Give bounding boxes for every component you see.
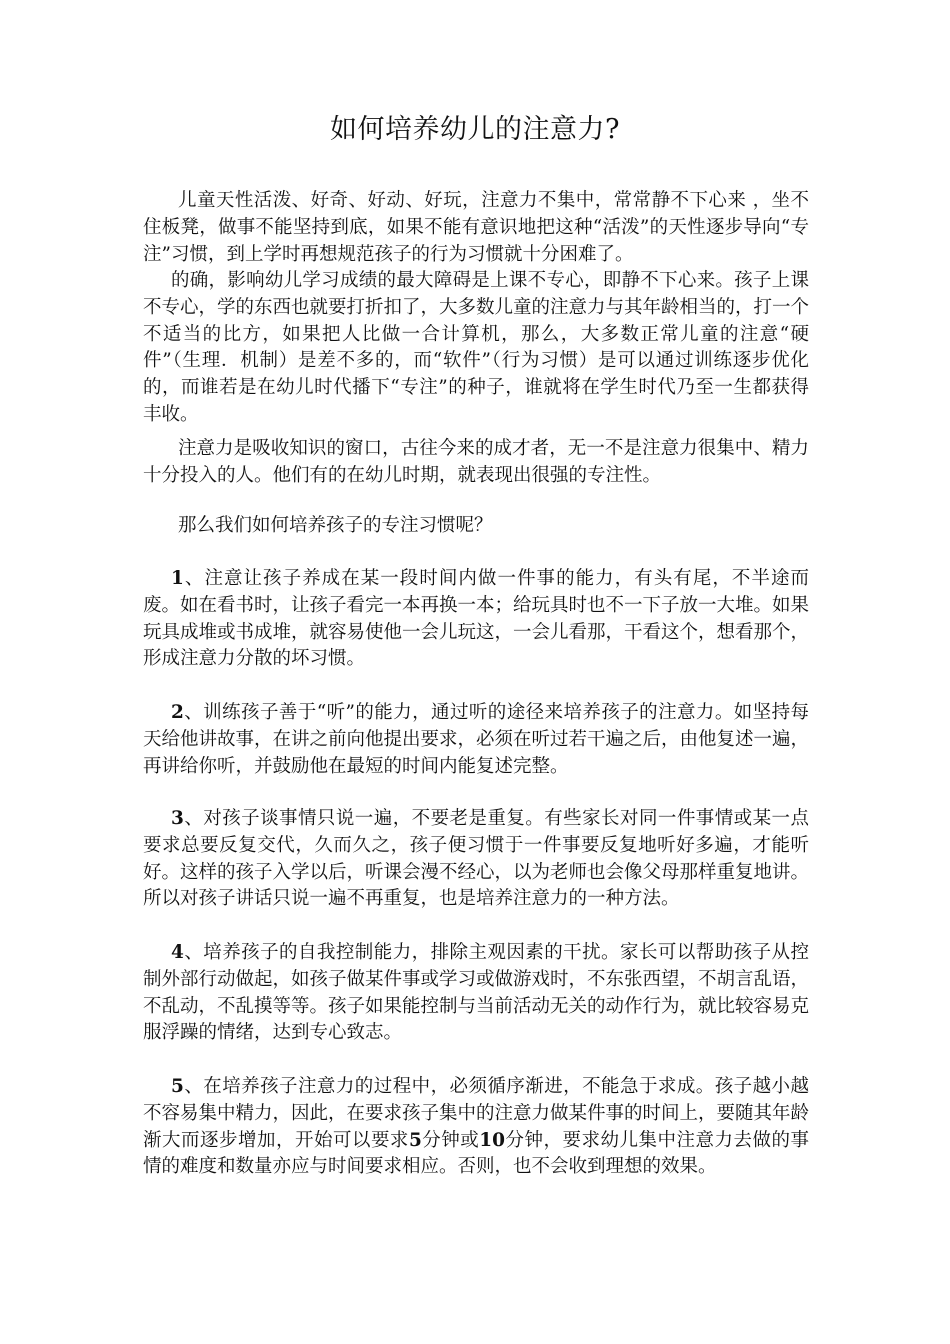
item-text: 分钟或 (421, 1129, 480, 1151)
minutes-value: 10 (479, 1129, 506, 1151)
item-text: 、注意让孩子养成在某一段时间内做一件事的能力，有头有尾，不半途而废。如在看书时，让孩子看完一本再换一本；给玩具时也不一下子放一大堆。如果玩具成堆或书成堆，就容易使他一会儿玩这，一会儿看那，干看这个，想看那个，形成注意力分散的坏习惯。 (143, 568, 810, 670)
item-text: 、培养孩子的自我控制能力，排除主观因素的干扰。家长可以帮助孩子从控制外部行动做起，如孩子做某件事或学习或做游戏时，不东张西望，不胡言乱语，不乱动，不乱摸等等。孩子如果能控制与当前活动无关的动作行为，就比较容易克服浮躁的情绪，达到专心致志。 (143, 942, 810, 1044)
intro-paragraph-2: 的确，影响幼儿学习成绩的最大障碍是上课不专心，即静不下心来。孩子上课不专心，学的东西也就要打折扣了，大多数儿童的注意力与其年龄相当的，打一个不适当的比方，如果把人比做一合计算机，那么，大多数正常儿童的注意“硬件”（生理．机制）是差不多的，而“软件”（行为习惯）是可以通过训练逐步优化的，而谁若是在幼儿时代播下“专注”的种子，谁就将在学生时代乃至一生都获得丰收。 (143, 270, 810, 425)
document-title: 如何培养幼儿的注意力? (330, 114, 620, 145)
minutes-value: 5 (408, 1129, 422, 1151)
item-number: 4 (171, 942, 184, 963)
list-item-1 (143, 566, 809, 673)
list-item-4 (143, 940, 809, 1047)
item-number: 2 (171, 702, 184, 723)
question-line: 那么我们如何培养孩子的专注习惯呢？ (178, 515, 493, 536)
intro-paragraph-1: 儿童天性活泼、好奇、好动、好玩，注意力不集中，常常静不下心来 ，坐不住板凳，做事不能坚持到底，如果不能有意识地把这种“活泼”的天性逐步导向“专注”习惯，到上学时再想规范孩子的行为习惯就十分困难了。 (143, 190, 809, 265)
list-item-2 (143, 700, 809, 780)
item-text: 、训练孩子善于“听”的能力，通过听的途径来培养孩子的注意力。如坚持每天给他讲故事，在讲之前向他提出要求，必须在听过若干遍之后，由他复述一遍，再讲给你听，并鼓励他在最短的时间内能复述完整。 (143, 702, 810, 777)
item-number: 5 (171, 1076, 184, 1097)
item-number: 3 (171, 808, 184, 829)
item-text: 分钟，要求幼儿集中注意力去做的事情的难度和数量亦应与时间要求相应。否则，也不会收到理想的效果。 (143, 1129, 809, 1178)
intro-paragraph-3: 注意力是吸收知识的窗口，古往今来的成才者，无一不是注意力很集中、精力十分投入的人。他们有的在幼儿时期，就表现出很强的专注性。 (143, 438, 809, 486)
list-item-3 (143, 806, 809, 913)
list-item-5 (143, 1074, 809, 1181)
item-text: 、对孩子谈事情只说一遍，不要老是重复。有些家长对同一件事情或某一点要求总要反复交代，久而久之，孩子便习惯于一件事要反复地听好多遍，才能听好。这样的孩子入学以后，听课会漫不经心，以为老师也会像父母那样重复地讲。所以对孩子讲话只说一遍不再重复，也是培养注意力的一种方法。 (143, 808, 810, 910)
item-number: 1 (171, 568, 184, 589)
item-text: 、在培养孩子注意力的过程中，必须循序渐进，不能急于求成。孩子越小越不容易集中精力，因此，在要求孩子集中的注意力做某件事的时间上，要随其年龄渐大而逐步增加，开始可以要求 (143, 1076, 810, 1151)
